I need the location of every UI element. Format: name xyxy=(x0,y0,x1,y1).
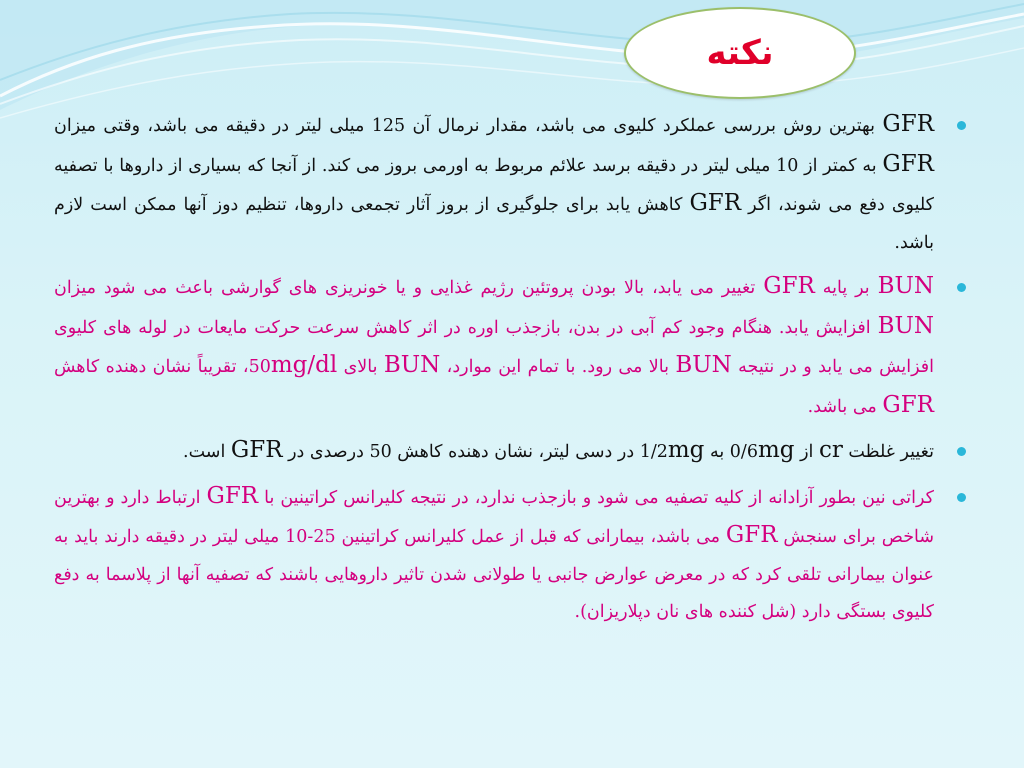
text-segment: بر پایه xyxy=(814,278,878,298)
text-segment: از 0/6 xyxy=(729,442,819,462)
latin-term: GFR xyxy=(230,437,283,463)
latin-term: mg xyxy=(757,437,795,463)
latin-term: BUN xyxy=(383,352,441,378)
text-segment: می باشد. xyxy=(807,396,883,417)
latin-term: mg/dl xyxy=(270,352,338,378)
latin-term: BUN xyxy=(877,312,934,339)
text-segment: ، تقریباً نشان دهنده کاهش xyxy=(54,357,249,377)
bullet-item xyxy=(54,106,966,262)
text-segment: تغییر می یابد، بالا بودن پروتئین رژیم غذایی و یا خونریزی های گوارشی باعث می شود میزان xyxy=(54,278,764,298)
text-segment: افزایش یابد. هنگام وجود کم آبی در بدن، بازجذب اوره در اثر کاهش سرعت حرکت مایعات در لوله های کلیوی افزایش می یابد و در نتیجه xyxy=(54,317,935,377)
latin-term: GFR xyxy=(882,150,934,177)
bullet-dot-icon xyxy=(957,121,966,130)
bullet-list xyxy=(54,106,966,638)
latin-term: mg xyxy=(667,437,705,463)
slide-title: نکته xyxy=(706,33,774,73)
text-segment: 50 xyxy=(248,357,271,377)
bullet-item xyxy=(54,432,966,472)
latin-term: GFR xyxy=(882,391,934,418)
latin-term: GFR xyxy=(725,522,778,548)
text-segment: به کمتر از 10 میلی لیتر در دقیقه برسد علائم مربوط به اورمی بروز می کند. از آنجا که بسیاری از داروها با تصفیه کلیوی دفع می شوند، اگر xyxy=(54,155,934,215)
text-segment: کاهش یابد برای جلوگیری از بروز آثار تجمعی داروها، تنظیم دوز آنها ممکن است لازم باشد. xyxy=(54,195,934,253)
bullet-item xyxy=(54,478,966,632)
text-segment: است. xyxy=(183,442,231,462)
text-segment: کراتی نین بطور آزادانه از کلیه تصفیه می شود و بازجذب ندارد، در نتیجه کلیرانس کراتینین با xyxy=(258,487,934,508)
text-segment: تغییر غلظت xyxy=(842,442,934,462)
latin-term: GFR xyxy=(763,273,815,299)
text-segment: به 1/2 xyxy=(639,442,730,462)
latin-term: GFR xyxy=(206,482,259,509)
bullet-dot-icon xyxy=(957,447,966,456)
text-segment: بالای xyxy=(337,357,384,377)
text-segment: بهترین روش بررسی عملکرد کلیوی می باشد، مقدار نرمال آن 125 میلی لیتر در دقیقه می باشد، وقتی میزان xyxy=(54,116,883,136)
bullet-item xyxy=(54,268,966,426)
bullet-dot-icon xyxy=(957,283,966,292)
text-segment: ارتباط دارد و بهترین شاخص برای سنجش xyxy=(54,487,935,547)
title-oval xyxy=(624,7,856,99)
latin-term: BUN xyxy=(877,273,934,299)
text-segment: در دسی لیتر، نشان دهنده کاهش 50 درصدی در xyxy=(282,442,640,462)
text-segment: بالا می رود. با تمام این موارد، xyxy=(440,357,676,377)
latin-term: GFR xyxy=(689,190,742,216)
latin-term: cr xyxy=(818,437,843,463)
text-segment: می باشد، بیمارانی که قبل از عمل کلیرانس کراتینین 25-10 میلی لیتر در دقیقه دارند باید به عنوان بیمارانی تلقی کرد که در معرض عوارض جانبی یا طولانی شدن تاثیر داروهایی باشند که تصفیه آنها از پلاسما به دفع کلیوی بستگی دارد (شل کننده های نان دپلاریزان). xyxy=(54,527,934,622)
latin-term: BUN xyxy=(675,352,732,378)
latin-term: GFR xyxy=(882,111,935,137)
bullet-dot-icon xyxy=(957,493,966,502)
